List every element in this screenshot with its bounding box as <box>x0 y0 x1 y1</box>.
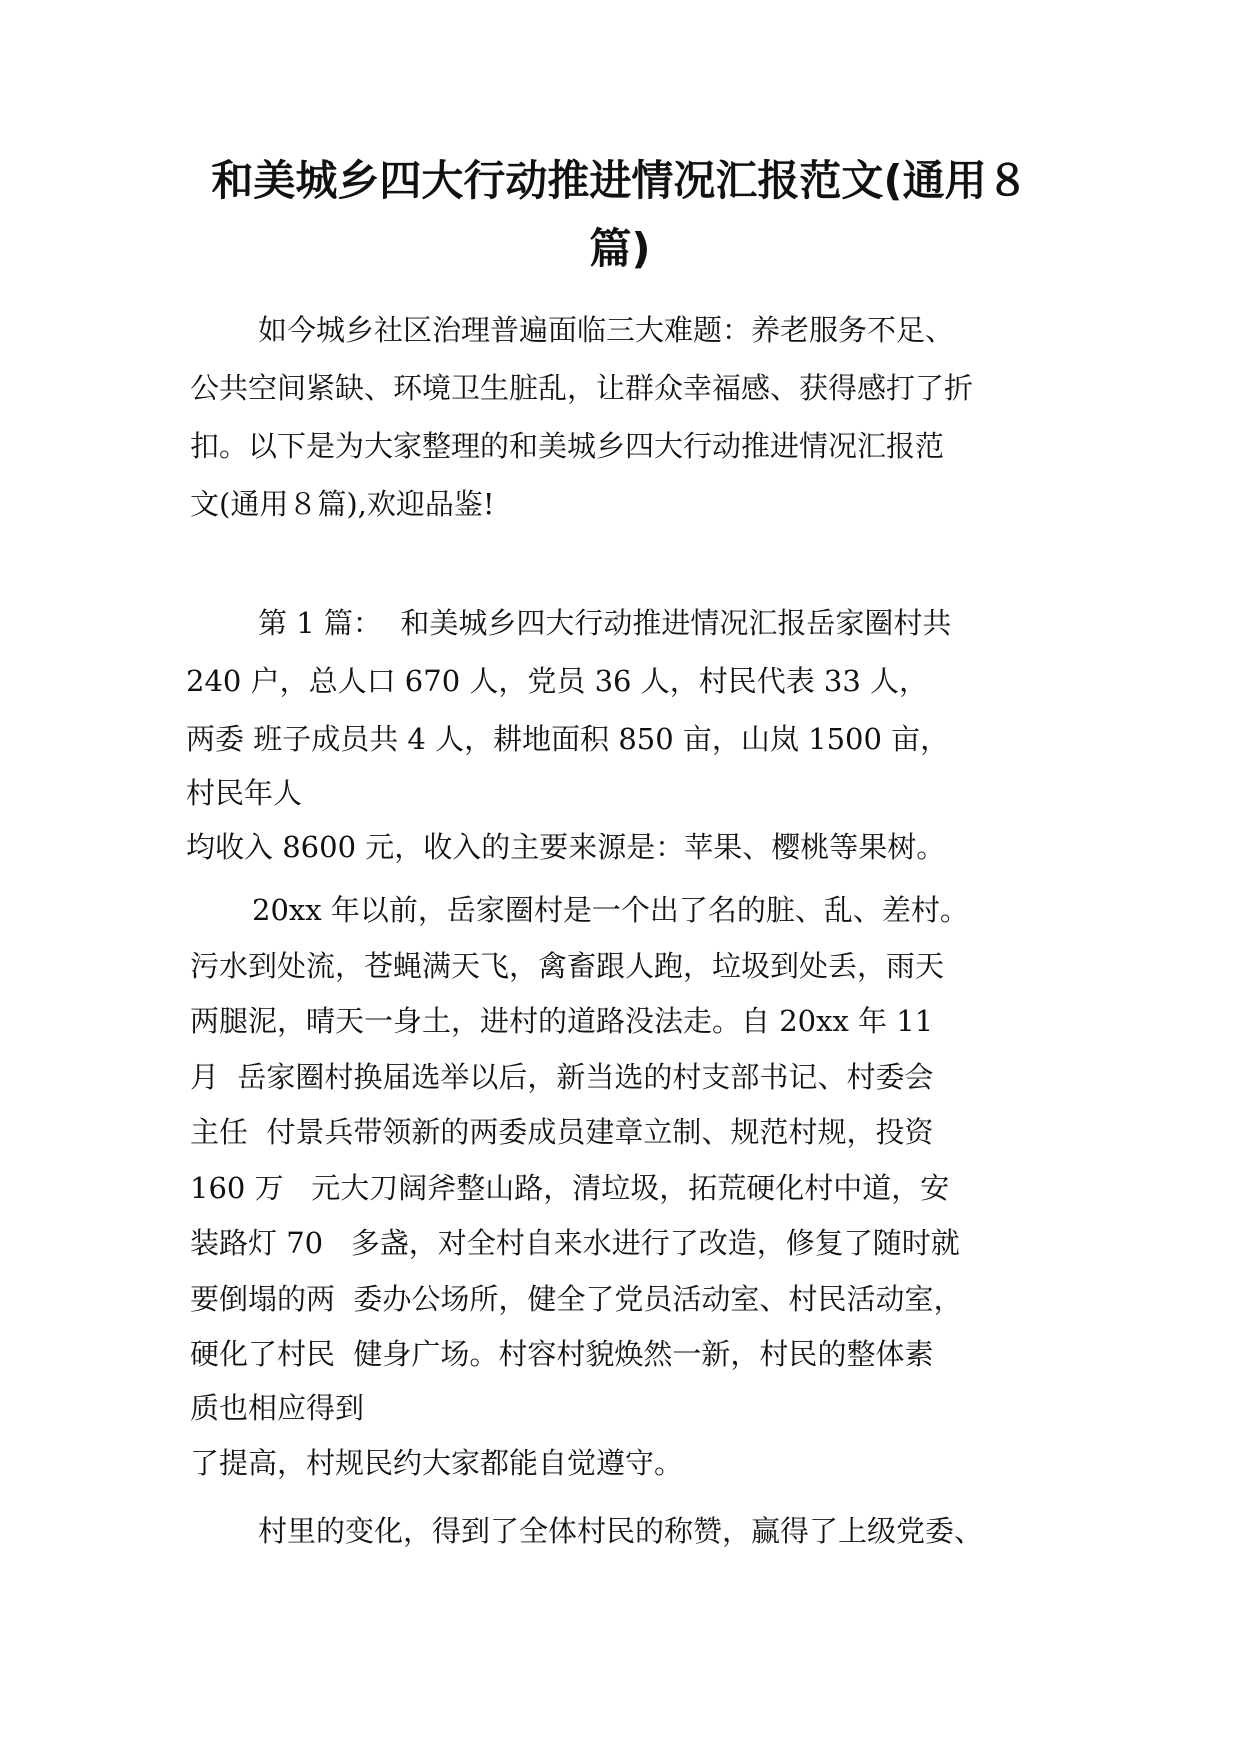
intro-line: 公共空间紧缺、环境卫生脏乱，让群众幸福感、获得感打了折 <box>190 371 974 405</box>
paragraph2-line: 硬化了村民 健身广场。村容村貌焕然一新，村民的整体素 <box>190 1337 934 1371</box>
paragraph2-line: 20xx 年以前，岳家圈村是一个出了名的脏、乱、差村。 <box>252 893 969 927</box>
paragraph2-line: 160 万 元大刀阔斧整山路，清垃圾，拓荒硬化村中道，安 <box>190 1171 950 1205</box>
document-title-line-2: 篇) <box>589 224 651 273</box>
paragraph2-line: 主任 付景兵带领新的两委成员建章立制、规范村规，投资 <box>190 1115 934 1149</box>
intro-line: 扣。以下是为大家整理的和美城乡四大行动推进情况汇报范 <box>190 429 945 463</box>
section1-heading-line: 第 1 篇： 和美城乡四大行动推进情况汇报岳家圈村共 <box>258 606 952 640</box>
intro-line: 如今城乡社区治理普遍面临三大难题：养老服务不足、 <box>258 313 955 347</box>
paragraph3-line: 村里的变化，得到了全体村民的称赞，赢得了上级党委、 <box>258 1514 984 1548</box>
paragraph2-line: 月 岳家圈村换届选举以后，新当选的村支部书记、村委会 <box>190 1060 934 1094</box>
section1-line: 均收入 8600 元，收入的主要来源是：苹果、樱桃等果树。 <box>186 830 946 864</box>
section1-line: 240 户，总人口 670 人，党员 36 人，村民代表 33 人， <box>186 664 929 698</box>
document-title-line-1: 和美城乡四大行动推进情况汇报范文(通用８ <box>211 156 1029 205</box>
intro-line: 文(通用８篇),欢迎品鉴! <box>190 487 495 521</box>
section1-line: 村民年人 <box>186 776 303 810</box>
paragraph2-line: 两腿泥，晴天一身土，进村的道路没法走。自 20xx 年 11 <box>190 1004 934 1038</box>
section1-line: 两委 班子成员共 4 人，耕地面积 850 亩，山岚 1500 亩， <box>186 722 950 756</box>
paragraph2-line: 要倒塌的两 委办公场所，健全了党员活动室、村民活动室， <box>190 1282 963 1316</box>
paragraph2-line: 污水到处流，苍蝇满天飞，禽畜跟人跑，垃圾到处丢，雨天 <box>190 949 945 983</box>
paragraph2-line: 装路灯 70 多盏，对全村自来水进行了改造，修复了随时就 <box>190 1226 960 1260</box>
paragraph2-line: 质也相应得到 <box>190 1391 365 1425</box>
paragraph2-line: 了提高，村规民约大家都能自觉遵守。 <box>190 1446 684 1480</box>
